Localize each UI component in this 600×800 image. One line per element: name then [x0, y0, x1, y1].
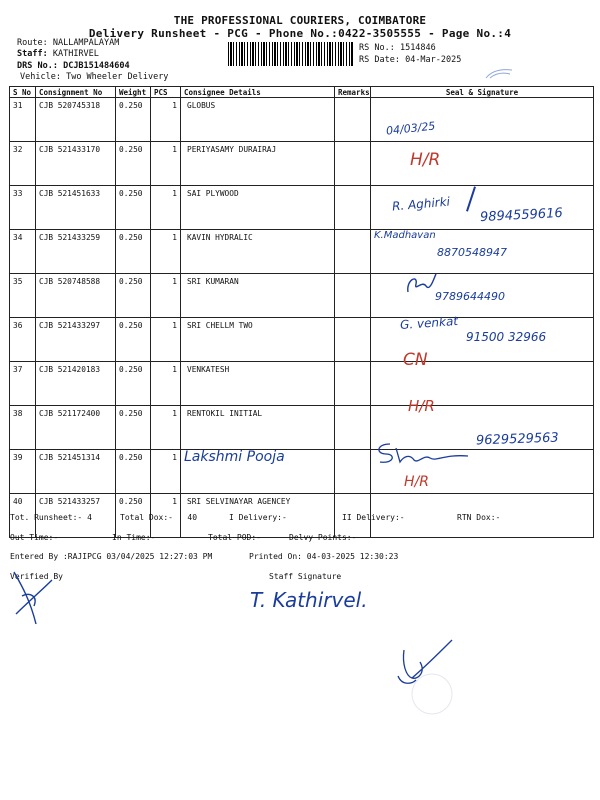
vehicle-label: Vehicle: [20, 72, 61, 82]
cell-consignment: CJB 521433259 [36, 230, 116, 274]
cell-sno: 32 [10, 142, 36, 186]
table-row [10, 494, 594, 538]
handwritten-phone-39: 9629529563 [475, 430, 559, 449]
staff-label: Staff: [17, 49, 48, 59]
cell-weight: 0.250 [116, 186, 151, 230]
route-value: NALLAMPALAYAM [52, 38, 120, 48]
cell-sno: 40 [10, 494, 36, 538]
cell-weight: 0.250 [116, 274, 151, 318]
handwritten-phone-34: 8870548947 [437, 246, 507, 259]
handwritten-name-39: Lakshmi Pooja [184, 449, 285, 465]
cell-consignment: CJB 521451314 [36, 450, 116, 494]
handwritten-scribble-35 [404, 270, 438, 296]
col-consignment: Consignment No [36, 87, 116, 98]
cell-pcs: 1 [151, 98, 181, 142]
cell-consignee: KAVIN HYDRALIC [181, 230, 335, 274]
col-consignee: Consignee Details [181, 87, 335, 98]
runsheet-table [9, 86, 594, 538]
table-row [10, 98, 594, 142]
in-time: In Time:- [112, 533, 156, 542]
cell-sno: 34 [10, 230, 36, 274]
cell-sno: 31 [10, 98, 36, 142]
entered-by: Entered By :RAJIPCG 03/04/2025 12:27:03 PM [10, 552, 213, 561]
drs-value: DCJB151484604 [63, 61, 130, 71]
drs-label: DRS No.: [17, 61, 58, 71]
cell-sno: 36 [10, 318, 36, 362]
cell-consignee: RENTOKIL INITIAL [181, 406, 335, 450]
cell-weight: 0.250 [116, 494, 151, 538]
cell-consignment: CJB 521433170 [36, 142, 116, 186]
handwritten-phone-35: 9789644490 [435, 290, 505, 303]
col-weight: Weight [116, 87, 151, 98]
total-pod: Total POD:- [208, 533, 261, 542]
staff-line [17, 49, 99, 59]
table-row [10, 142, 594, 186]
cell-pcs: 1 [151, 450, 181, 494]
cell-consignment: CJB 520748588 [36, 274, 116, 318]
cell-weight: 0.250 [116, 406, 151, 450]
route-label: Route: [17, 38, 48, 48]
cell-weight: 0.250 [116, 142, 151, 186]
handwritten-phone-36: 91500 32966 [466, 330, 547, 344]
staff-signature: T. Kathirvel. [250, 588, 368, 612]
staff-value: KATHIRVEL [52, 49, 99, 59]
cell-pcs: 1 [151, 186, 181, 230]
drs-line [17, 61, 130, 71]
handwritten-hr-40: H/R [404, 474, 429, 490]
cell-weight: 0.250 [116, 362, 151, 406]
cell-consignment: CJB 521433257 [36, 494, 116, 538]
cell-consignee: GLOBUS [181, 98, 335, 142]
col-pcs: PCS [151, 87, 181, 98]
cell-sno: 35 [10, 274, 36, 318]
cell-consignee: SRI KUMARAN [181, 274, 335, 318]
cell-pcs: 1 [151, 274, 181, 318]
cell-signature [371, 142, 594, 186]
col-sno: S No [10, 87, 36, 98]
cell-consignment: CJB 520745318 [36, 98, 116, 142]
staff-signature-label: Staff Signature [269, 572, 342, 581]
cell-sno: 33 [10, 186, 36, 230]
delvy-points: Delvy Points:- [289, 533, 357, 542]
vehicle-value: Two Wheeler Delivery [66, 72, 169, 82]
total-dox: Total Dox:- 40 [120, 513, 198, 522]
rs-date-label: RS Date: [359, 55, 400, 65]
route-line [17, 38, 119, 48]
cell-remarks [335, 230, 371, 274]
cell-remarks [335, 318, 371, 362]
tot-runsheet: Tot. Runsheet:- 4 [10, 513, 92, 522]
table-header-row [10, 87, 594, 98]
cell-pcs: 1 [151, 142, 181, 186]
ii-delivery: II Delivery:- [342, 513, 405, 522]
cell-weight: 0.250 [116, 98, 151, 142]
i-delivery: I Delivery:- [229, 513, 287, 522]
cell-pcs: 1 [151, 230, 181, 274]
barcode [228, 42, 354, 66]
rs-date-line [359, 55, 461, 65]
handwritten-name-33: R. Aghirki [391, 194, 451, 214]
cell-pcs: 1 [151, 494, 181, 538]
handwritten-hr-38: H/R [408, 397, 435, 415]
company-title: THE PROFESSIONAL COURIERS, COIMBATORE [173, 14, 427, 27]
handwritten-name-34: K.Madhavan [374, 230, 436, 241]
cell-sno: 39 [10, 450, 36, 494]
cell-remarks [335, 186, 371, 230]
vehicle-line [20, 72, 168, 82]
cell-remarks [335, 142, 371, 186]
cell-consignee: SRI SELVINAYAR AGENCEY [181, 494, 335, 538]
rs-no-value: 1514846 [399, 43, 436, 53]
stamp-mark-icon [484, 66, 514, 80]
cell-weight: 0.250 [116, 318, 151, 362]
handwritten-name-36: G. venkat [399, 313, 459, 333]
rs-no-label: RS No.: [359, 43, 395, 53]
table-row [10, 362, 594, 406]
table-row [10, 450, 594, 494]
cell-pcs: 1 [151, 362, 181, 406]
col-remarks: Remarks [335, 87, 371, 98]
cell-remarks [335, 362, 371, 406]
cell-pcs: 1 [151, 318, 181, 362]
cell-consignee: SRI CHELLM TWO [181, 318, 335, 362]
rs-date-value: 04-Mar-2025 [405, 55, 462, 65]
handwritten-date-31: 04/03/25 [385, 119, 436, 138]
cell-consignee: VENKATESH [181, 362, 335, 406]
out-time: Out Time:- [10, 533, 59, 542]
cell-consignment: CJB 521451633 [36, 186, 116, 230]
rtn-dox: RTN Dox:- [457, 513, 501, 522]
runsheet-subtitle: Delivery Runsheet - PCG - Phone No.:0422-3505555 - Page No.:4 [88, 27, 512, 40]
cell-consignment: CJB 521172400 [36, 406, 116, 450]
cell-remarks [335, 98, 371, 142]
cell-remarks [335, 274, 371, 318]
cell-weight: 0.250 [116, 450, 151, 494]
cell-consignee: PERIYASAMY DURAIRAJ [181, 142, 335, 186]
verifier-signature-icon [8, 566, 58, 628]
cell-remarks [335, 450, 371, 494]
cell-consignee: SAI PLYWOOD [181, 186, 335, 230]
col-seal-signature: Seal & Signature [371, 87, 594, 98]
rs-no-line [359, 43, 436, 53]
handwritten-signature-39 [374, 440, 470, 468]
cell-sno: 38 [10, 406, 36, 450]
handwritten-hr-32: H/R [410, 150, 441, 170]
verified-by-label: Verified By [10, 572, 63, 581]
cell-pcs: 1 [151, 406, 181, 450]
cell-weight: 0.250 [116, 230, 151, 274]
handwritten-cn-37: CN [403, 350, 428, 370]
cell-consignment: CJB 521420183 [36, 362, 116, 406]
cell-sno: 37 [10, 362, 36, 406]
cell-remarks [335, 406, 371, 450]
table-row [10, 274, 594, 318]
cell-consignment: CJB 521433297 [36, 318, 116, 362]
stamp-signature-icon [392, 636, 456, 718]
printed-on: Printed On: 04-03-2025 12:30:23 [249, 552, 399, 561]
handwritten-phone-33: 9894559616 [479, 205, 564, 226]
